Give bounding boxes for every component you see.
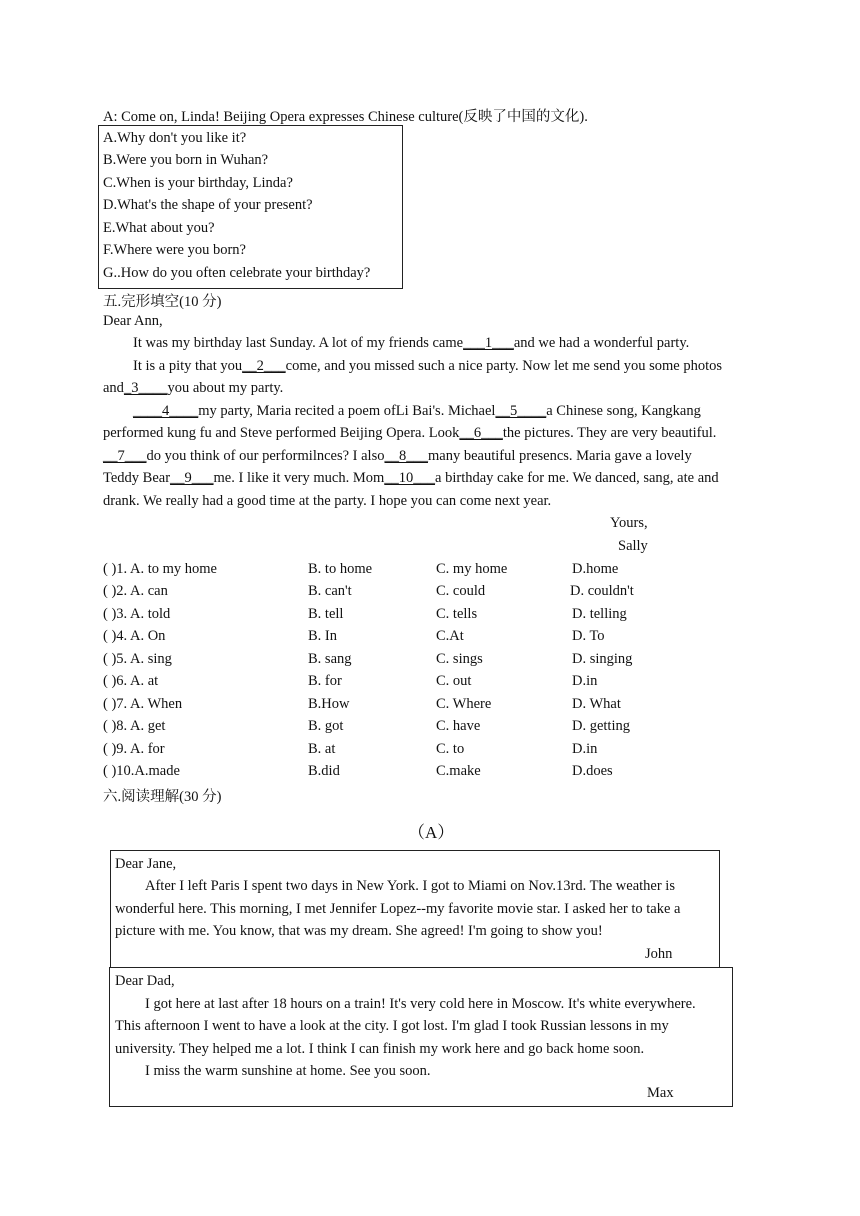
question-choice-a: ( )6. A. at <box>103 673 159 689</box>
cloze-line-5: performed kung fu and Steve performed Beijing Opera. Look__6___the pictures. They are very beautiful. <box>103 425 717 441</box>
question-choice-a: ( )8. A. get <box>103 718 166 734</box>
question-choice-c: C. Where <box>436 696 492 712</box>
question-choice-c: C. to <box>436 741 465 757</box>
cloze-line-8: drank. We really had a good time at the party. I hope you can come next year. <box>103 493 552 509</box>
blank-4: ____4____ <box>133 403 199 419</box>
question-choice-a: ( )5. A. sing <box>103 651 172 667</box>
letter-dad-signature: Max <box>647 1085 674 1101</box>
question-choice-c: C. my home <box>436 561 508 577</box>
question-row <box>103 673 783 693</box>
letter-jane-signature: John <box>645 946 673 962</box>
question-choice-d: D. What <box>572 696 621 712</box>
letter-dad-line-2: This afternoon I went to have a look at the city. I got lost. I'm glad I took Russian lessons in my <box>115 1018 669 1034</box>
question-choice-b: B. tell <box>308 606 344 622</box>
part-a-label: （A） <box>408 823 455 842</box>
question-row <box>103 696 783 716</box>
option-g: G..How do you often celebrate your birthday? <box>103 265 371 281</box>
letter-jane-line-2: wonderful here. This morning, I met Jennifer Lopez--my favorite movie star. I asked her to take a <box>115 901 681 917</box>
blank-3: _3____ <box>123 380 168 396</box>
blank-8: __8___ <box>384 448 428 464</box>
letter-greeting: Dear Ann, <box>103 313 163 329</box>
option-c: C.When is your birthday, Linda? <box>103 175 293 191</box>
question-row <box>103 763 783 783</box>
question-choice-b: B. can't <box>308 583 352 599</box>
question-choice-a: ( )7. A. When <box>103 696 183 712</box>
letter-dad-greeting: Dear Dad, <box>115 973 175 989</box>
letter-jane-line-3: picture with me. You know, that was my dream. She agreed! I'm going to show you! <box>115 923 603 939</box>
letter-closing: Yours, <box>610 515 648 531</box>
cloze-line-3: and_3____you about my party. <box>103 380 284 396</box>
option-b: B.Were you born in Wuhan? <box>103 152 269 168</box>
question-choice-c: C. have <box>436 718 481 734</box>
option-a: A.Why don't you like it? <box>103 130 247 146</box>
question-row <box>103 561 783 581</box>
blank-2: __2___ <box>242 358 286 374</box>
cloze-line-7: Teddy Bear__9___me. I like it very much. Mom__10___a birthday cake for me. We danced, sang, ate and <box>103 470 719 486</box>
question-choice-a: ( )2. A. can <box>103 583 168 599</box>
question-choice-a: ( )1. A. to my home <box>103 561 217 577</box>
question-choice-a: ( )10.A.made <box>103 763 180 779</box>
section5-heading: 五.完形填空(10 分) <box>103 294 222 310</box>
question-choice-c: C. sings <box>436 651 483 667</box>
blank-5: __5____ <box>495 403 547 419</box>
cloze-line-1: It was my birthday last Sunday. A lot of my friends came___1___and we had a wonderful party. <box>133 335 690 351</box>
question-choice-a: ( )3. A. told <box>103 606 171 622</box>
question-choice-b: B.How <box>308 696 350 712</box>
letter-dad-box <box>109 967 733 1107</box>
blank-1: ___1___ <box>463 335 514 351</box>
question-row <box>103 628 783 648</box>
question-choice-b: B.did <box>308 763 340 779</box>
question-choice-b: B. In <box>308 628 337 644</box>
option-d: D.What's the shape of your present? <box>103 197 313 213</box>
blank-6: __6___ <box>459 425 503 441</box>
question-choice-d: D. singing <box>572 651 633 667</box>
question-choice-b: B. for <box>308 673 342 689</box>
question-row <box>103 606 783 626</box>
option-f: F.Where were you born? <box>103 242 246 258</box>
question-choice-b: B. got <box>308 718 344 734</box>
question-choice-a: ( )9. A. for <box>103 741 165 757</box>
blank-9: __9___ <box>170 470 214 486</box>
cloze-line-2: It is a pity that you__2___come, and you missed such a nice party. Now let me send you some photos <box>133 358 723 374</box>
question-choice-c: C.make <box>436 763 481 779</box>
question-choice-c: C.At <box>436 628 464 644</box>
question-choice-b: B. sang <box>308 651 352 667</box>
question-choice-d: D.home <box>572 561 619 577</box>
question-choice-c: C. out <box>436 673 472 689</box>
cloze-line-4: ____4____my party, Maria recited a poem ofLi Bai's. Michael__5____a Chinese song, Kangkang <box>133 403 701 419</box>
question-choice-b: B. at <box>308 741 336 757</box>
letter-jane-line-1: After I left Paris I spent two days in New York. I got to Miami on Nov.13rd. The weather is <box>145 878 675 894</box>
question-choice-c: C. tells <box>436 606 478 622</box>
question-choice-d: D. To <box>572 628 605 644</box>
section6-heading: 六.阅读理解(30 分) <box>103 789 222 805</box>
letter-dad-line-1: I got here at last after 18 hours on a train! It's very cold here in Moscow. It's white everywhere. <box>145 996 696 1012</box>
dialog-line: A: Come on, Linda! Beijing Opera expresses Chinese culture(反映了中国的文化). <box>103 109 588 125</box>
cloze-line-6: __7___do you think of our performilnces? I also__8___many beautiful presencs. Maria gave a lovely <box>103 448 692 464</box>
question-choice-d: D. getting <box>572 718 630 734</box>
letter-jane-greeting: Dear Jane, <box>115 856 177 872</box>
question-choice-d: D. telling <box>572 606 627 622</box>
blank-7: __7___ <box>103 448 147 464</box>
question-row <box>103 651 783 671</box>
question-choice-d: D.in <box>572 673 598 689</box>
letter-dad-line-3: university. They helped me a lot. I think I can finish my work here and go back home soon. <box>115 1041 645 1057</box>
question-choice-d: D. couldn't <box>570 583 634 599</box>
question-row <box>103 583 783 603</box>
option-e: E.What about you? <box>103 220 215 236</box>
question-choice-a: ( )4. A. On <box>103 628 166 644</box>
question-row <box>103 741 783 761</box>
question-choice-d: D.in <box>572 741 598 757</box>
letter-dad-line-4: I miss the warm sunshine at home. See you soon. <box>145 1063 431 1079</box>
question-choice-d: D.does <box>572 763 613 779</box>
blank-10: __10___ <box>384 470 436 486</box>
letter-signature: Sally <box>618 538 648 554</box>
question-choice-b: B. to home <box>308 561 373 577</box>
question-choice-c: C. could <box>436 583 486 599</box>
question-row <box>103 718 783 738</box>
